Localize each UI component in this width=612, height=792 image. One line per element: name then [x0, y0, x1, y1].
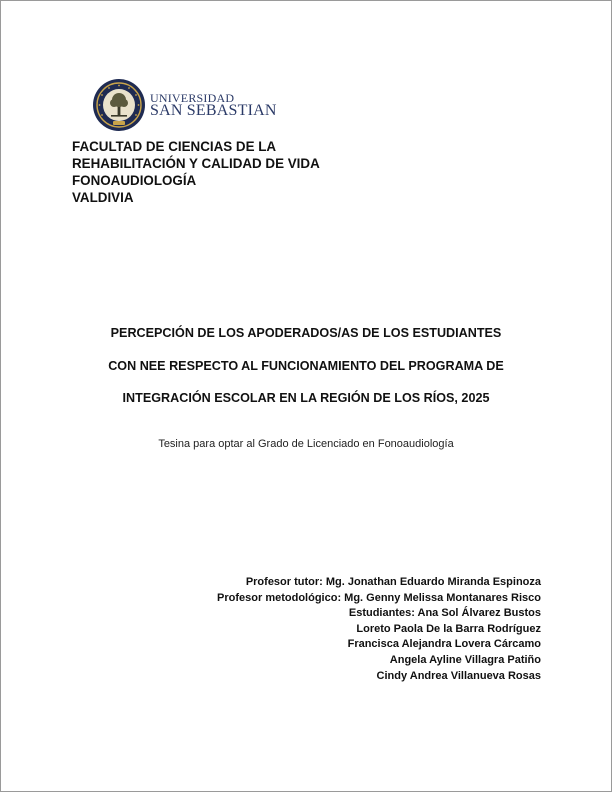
faculty-line-1: FACULTAD DE CIENCIAS DE LA — [72, 139, 277, 154]
title-line-2: CON NEE RESPECTO AL FUNCIONAMIENTO DEL PROGRAMA DE — [108, 358, 504, 373]
degree-subtitle: Tesina para optar al Grado de Licenciado en Fonoaudiología — [158, 438, 454, 450]
logo-text-university: UNIVERSIDAD — [150, 91, 235, 105]
student-name: Angela Ayline Villagra Patiño — [389, 653, 541, 666]
tutor-line: Profesor tutor: Mg. Jonathan Eduardo Miranda Espinoza — [245, 576, 541, 588]
university-seal-icon — [92, 78, 146, 132]
city-name: VALDIVIA — [72, 190, 134, 205]
logo-text-name: SAN SEBASTIAN — [150, 102, 277, 119]
credits-block — [217, 575, 541, 684]
faculty-line-2: REHABILITACIÓN Y CALIDAD DE VIDA — [72, 156, 320, 171]
title-line-1: PERCEPCIÓN DE LOS APODERADOS/AS DE LOS ESTUDIANTES — [110, 326, 502, 340]
thesis-title — [0, 317, 612, 415]
student-name: Loreto Paola De la Barra Rodríguez — [356, 622, 541, 635]
students-line: Estudiantes: Ana Sol Álvarez Bustos — [348, 607, 541, 620]
methodological-line: Profesor metodológico: Mg. Genny Melissa Montanares Risco — [217, 591, 541, 604]
title-line-3: INTEGRACIÓN ESCOLAR EN LA REGIÓN DE LOS RÍOS, 2025 — [122, 391, 490, 405]
faculty-block — [72, 138, 320, 206]
career-name: FONOAUDIOLOGÍA — [72, 173, 197, 188]
student-name: Cindy Andrea Villanueva Rosas — [376, 669, 541, 682]
student-name: Francisca Alejandra Lovera Cárcamo — [347, 638, 541, 651]
university-logo — [92, 78, 277, 134]
